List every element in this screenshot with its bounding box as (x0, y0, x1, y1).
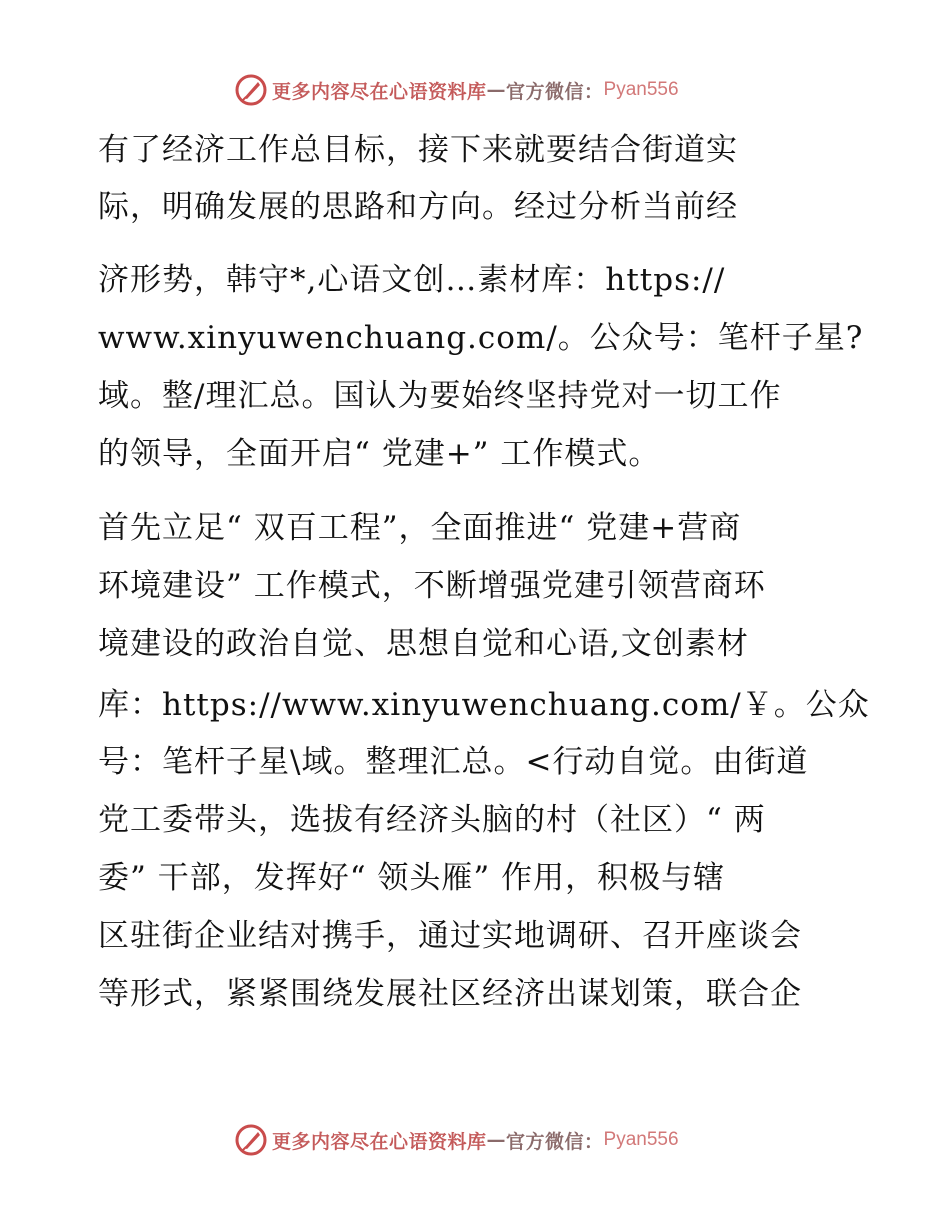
text-line: 境建设的政治自觉、思想自觉和心语,文创素材 (98, 626, 749, 662)
header-watermark-banner (234, 72, 679, 108)
text-line: 际，明确发展的思路和方向。经过分析当前经 (98, 189, 738, 225)
text-line: 等形式，紧紧围绕发展社区经济出谋划策，联合企 (98, 976, 802, 1012)
text-line: 的领导，全面开启“ 党建+” 工作模式。 (98, 436, 661, 472)
text-line: 区驻街企业结对携手，通过实地调研、召开座谈会 (98, 918, 802, 954)
banner-wechat-id: Pyan556 (603, 1129, 679, 1150)
text-line: 首先立足“ 双百工程”，全面推进“ 党建+营商 (98, 510, 742, 546)
quill-logo-icon (234, 73, 268, 107)
banner-official-label: 官方微信： (506, 1130, 604, 1153)
text-line: 库：https://www.xinyuwenchuang.com/￥。公众 (98, 687, 870, 723)
banner-title: 更多内容尽在心语资料库 (272, 80, 487, 103)
text-line: 号：笔杆子星\域。整理汇总。<行动自觉。由街道 (98, 744, 809, 780)
text-line: 有了经济工作总目标，接下来就要结合街道实 (98, 132, 738, 168)
banner-dash: — (486, 79, 507, 101)
text-line: 济形势，韩守*,心语文创…素材库：https:// (98, 262, 726, 298)
footer-watermark-banner (234, 1122, 679, 1158)
text-line: 域。整/理汇总。国认为要始终坚持党对一切工作 (98, 378, 782, 414)
text-line: www.xinyuwenchuang.com/。公众号：笔杆子星? (98, 320, 864, 356)
banner-official-label: 官方微信： (506, 80, 604, 103)
text-line: 委” 干部，发挥好“ 领头雁” 作用，积极与辖 (98, 860, 726, 896)
banner-dash: — (486, 1129, 507, 1151)
text-line: 党工委带头，选拔有经济头脑的村（社区）“ 两 (98, 802, 766, 838)
quill-logo-icon (234, 1123, 268, 1157)
banner-title: 更多内容尽在心语资料库 (272, 1130, 487, 1153)
banner-wechat-id: Pyan556 (603, 79, 679, 100)
text-line: 环境建设” 工作模式，不断增强党建引领营商环 (98, 568, 766, 604)
